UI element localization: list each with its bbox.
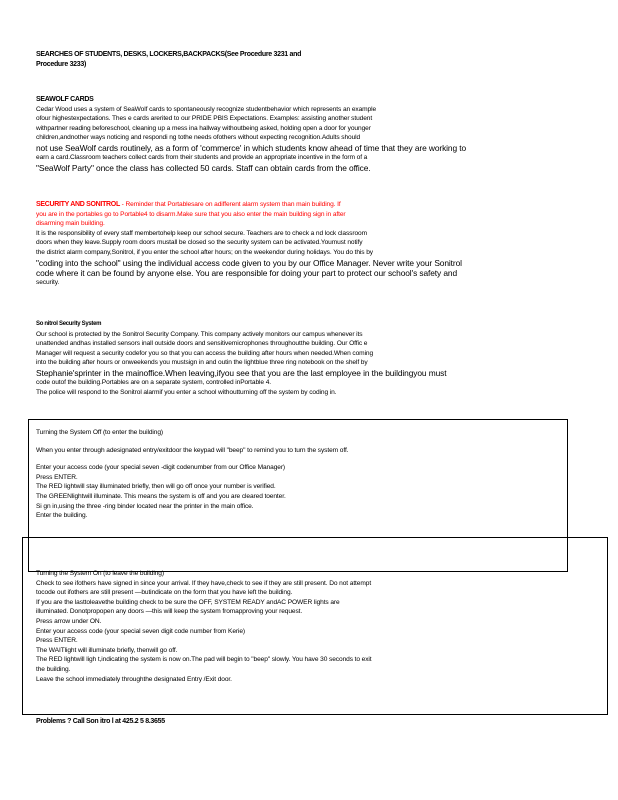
sonitrol-text: Our school is protected by the Sonitrol Security Company. This company actively monitors our campus whenever its — [36, 330, 363, 338]
security-text: disarming main building. — [36, 220, 105, 228]
sonitrol-heading: So nitrol Security System — [36, 321, 102, 327]
turning-on-section — [36, 569, 584, 684]
turning-on-text: The WAITlight will illuminate briefly, thenwill go off. — [36, 646, 178, 654]
sonitrol-text: code outof the building.Portables are on a separate system, controlled inPortable 4. — [36, 379, 271, 387]
turning-off-text: The RED lightwill stay illuminated briefly, then will go off once your number is verified. — [36, 483, 276, 491]
seawolf-text: not use SeaWolf cards routinely, as a form of 'commerce' in which students know ahead of time that they are working to — [36, 142, 467, 153]
sonitrol-text: The police will respond to the Sonitrol alarmif you enter a school withoutturning off the system by coding in. — [36, 388, 337, 396]
turning-on-text: Check to see ifothers have signed in since your arrival. If they have,check to see if they are still present. Do not attempt — [36, 579, 372, 587]
title-line: SEARCHES OF STUDENTS, DESKS, LOCKERS,BACKPACKS(See Procedure 3231 and — [36, 51, 302, 58]
security-text: you are in the portables go to Portable4 to disarm.Make sure that you also enter the main building sign in after — [36, 210, 346, 218]
seawolf-text: ofour highestexpectations. Thes e cards arerited to our PRIDE PBIS Expectations. Examples: assisting another student — [36, 115, 373, 123]
turning-off-text: Enter the building. — [36, 512, 88, 520]
security-text: security. — [36, 278, 60, 286]
sonitrol-text: into the building after hours or onweekends you mustsign in and outin the lightblue three ring notebook on the shelf by — [36, 359, 368, 367]
security-section — [36, 200, 584, 288]
sonitrol-section — [36, 320, 584, 397]
security-text: doors when they leave.Supply room doors mustall be closed so the security system can be activated.Youmust notify — [36, 239, 363, 247]
seawolf-heading: SEAWOLF CARDS — [36, 96, 94, 103]
seawolf-section — [36, 95, 584, 173]
sonitrol-text: unattended andhas installed sensors inall outside doors and sensitivemicrophones throughoutthe building. Our Offic e — [36, 340, 368, 348]
security-text: the district alarm company,Sonitrol, if you enter the school after hours; on the weekendor during holidays. You do this by — [36, 248, 373, 256]
sonitrol-text: Stephanie'sprinter in the mainoffice.When leaving,ifyou see that you are the last employee in the buildingyou must — [36, 367, 447, 378]
turning-on-text: illuminated. Donotpropopen any doors —this will keep the system fromapproving your request. — [36, 608, 303, 616]
turning-off-text: Enter your access code (your special seven -digit codenumber from our Office Manager) — [36, 464, 286, 472]
turning-on-text: Press arrow under ON. — [36, 617, 102, 625]
turning-on-text: If you are the lasttoleavethe building check to be sure the OFF, SYSTEM READY andAC POWER lights are — [36, 598, 340, 606]
turning-off-text: The GREENlightwill illuminate. This means the system is off and you are cleared toenter. — [36, 492, 286, 500]
seawolf-text: earn a card.Classroom teachers collect cards from their students and provide an appropriate incentive in the form of a — [36, 154, 368, 162]
turning-on-heading: Turning the System On (to leave the building) — [36, 570, 164, 577]
title-line: Procedure 3233) — [36, 60, 86, 68]
seawolf-text: withpartner reading beforeschool, cleaning up a mess ina hallway withoutbeing asked, holding open a door for younger — [36, 124, 371, 132]
security-text: code where it can be found by anyone else. You are responsible for doing your part to protect our school's safety and — [36, 267, 458, 278]
turning-off-text: Press ENTER. — [36, 473, 78, 481]
turning-on-text: Leave the school immediately throughthe designated Entry /Exit door. — [36, 675, 232, 683]
seawolf-text: "SeaWolf Party" once the class has collected 50 cards. Staff can obtain cards from the office. — [36, 162, 371, 173]
turning-off-text: When you enter through adesignated entry/exitdoor the keypad will "beep" to remind you to turn the system off. — [36, 446, 349, 454]
document-title — [36, 50, 584, 69]
problems-line: Problems ? Call Son itro l at 425.2 5 8.3655 — [36, 718, 165, 725]
security-heading: SECURITY AND SONITROL — [36, 201, 120, 208]
turning-off-section — [36, 428, 584, 521]
security-text: "coding into the school" using the individual access code given to you by our Office Manager. Never write your Sonitrol — [36, 257, 462, 268]
turning-on-text: tocode out ifothers are still present —butindicate on the form that you have left the building. — [36, 589, 293, 597]
turning-off-text: Si gn in,using the three -ring binder located near the printer in the main office. — [36, 502, 254, 510]
security-text: It is the responsibility of every staff membertohelp keep our school secure. Teachers are to check a nd lock classroom — [36, 229, 367, 237]
seawolf-text: children,andnother ways noticing and respondi ng tothe needs ofothers without expecting recognition.Adults should — [36, 134, 361, 142]
security-reminder: - Reminder that Portablesare on adifferent alarm system than main building. If — [121, 201, 341, 208]
seawolf-text: Cedar Wood uses a system of SeaWolf cards to spontaneously recognize studentbehavior which represents an example — [36, 105, 377, 113]
turning-on-text: Press ENTER. — [36, 637, 78, 645]
turning-on-text: The RED lightwill ligh t,indicating the system is now on.The pad will begin to "beep" slowly. You have 30 seconds to exit — [36, 656, 372, 664]
turning-on-text: Enter your access code (your special seven digit code number from Kerie) — [36, 627, 246, 635]
sonitrol-text: Manager will request a security codefor you so that you can access the building after hours when needed.When coming — [36, 349, 374, 357]
turning-off-heading: Turning the System Off (to enter the building) — [36, 429, 163, 436]
turning-on-text: the building. — [36, 665, 71, 673]
